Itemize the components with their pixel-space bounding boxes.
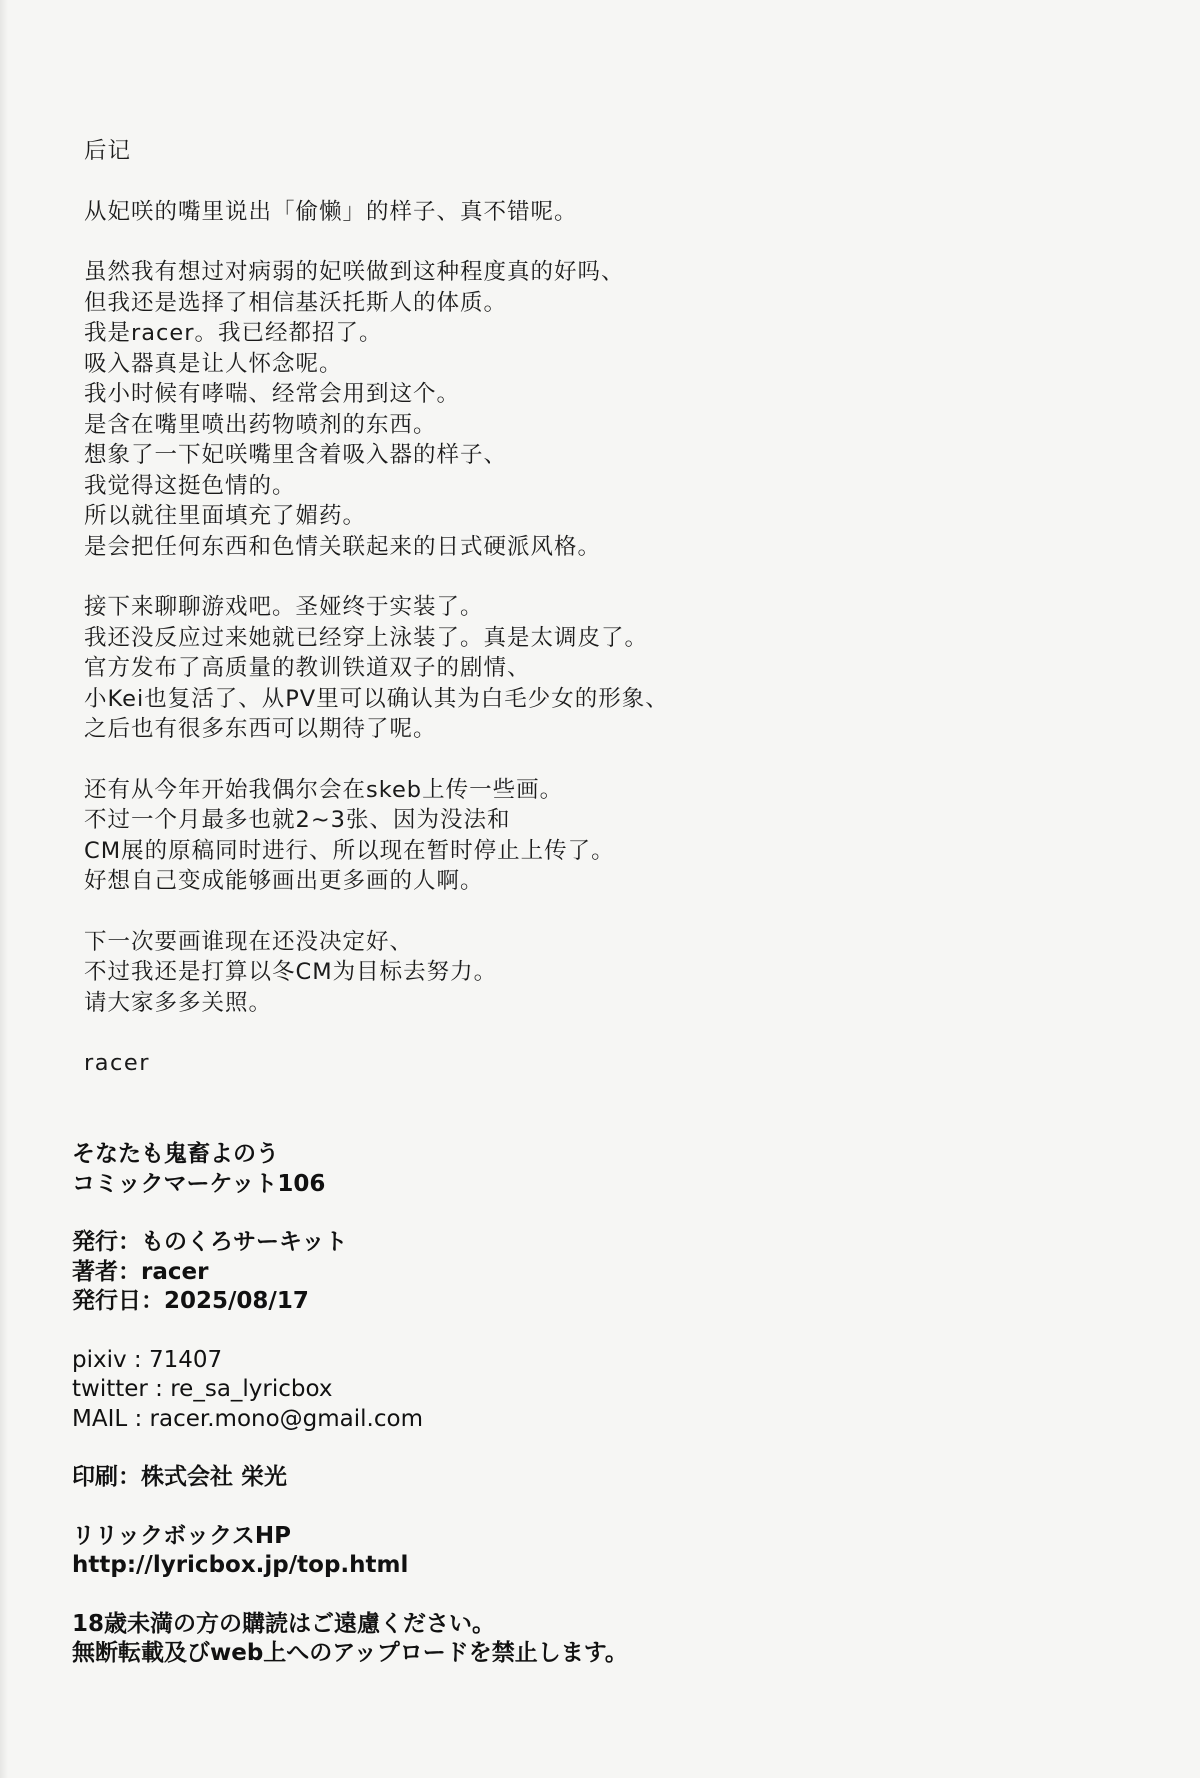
afterword-line: 但我还是选择了相信基沃托斯人的体质。	[84, 289, 508, 316]
event-name: コミックマーケット106	[72, 1170, 326, 1197]
afterword-line: 我小时候有哮喘、经常会用到这个。	[84, 381, 461, 407]
afterword-line: 吸入器真是让人怀念呢。	[84, 350, 343, 377]
afterword-line: 请大家多多关照。	[84, 989, 273, 1016]
afterword-paragraph-2	[84, 257, 1084, 562]
book-title: そなたも鬼畜よのう	[72, 1141, 279, 1167]
age-notice: 18歳未満の方の購読はご遠慮ください。	[72, 1610, 496, 1637]
afterword-line: 还有从今年开始我偶尔会在skeb上传一些画。	[84, 776, 564, 803]
afterword-line: 接下来聊聊游戏吧。圣娅终于实装了。	[84, 594, 484, 620]
author-line: 著者：racer	[72, 1258, 209, 1285]
afterword-line: 我是racer。我已经都招了。	[84, 320, 383, 346]
afterword-line: 是含在嘴里喷出药物喷剂的东西。	[84, 411, 437, 438]
afterword-line: 官方发布了高质量的教训铁道双子的剧情、	[84, 655, 531, 681]
colophon-contact-block	[72, 1346, 1072, 1435]
afterword-line: 所以就往里面填充了媚药。	[84, 503, 367, 529]
afterword-paragraph-4	[84, 775, 1084, 897]
colophon-title-block	[72, 1140, 1072, 1199]
afterword-line: 我还没反应过来她就已经穿上泳装了。真是太调皮了。	[84, 624, 649, 651]
afterword-paragraph-1	[84, 197, 1084, 228]
colophon-homepage-block	[72, 1522, 1072, 1581]
afterword-line: 好想自己变成能够画出更多画的人啊。	[84, 868, 484, 894]
afterword-line: CM展的原稿同时进行、所以现在暂时停止上传了。	[84, 837, 615, 864]
reprint-notice: 無断転載及びweb上へのアップロードを禁止します。	[72, 1640, 628, 1666]
afterword-paragraph-3	[84, 592, 1084, 745]
afterword-line: 小Kei也复活了、从PV里可以确认其为白毛少女的形象、	[84, 685, 669, 712]
page-edge-shadow	[0, 0, 8, 1778]
afterword-line: 不过我还是打算以冬CM为目标去努力。	[84, 959, 498, 985]
afterword-line: 想象了一下妃咲嘴里含着吸入器的样子、	[84, 442, 508, 468]
pixiv-line: pixiv : 71407	[72, 1346, 223, 1373]
homepage-label: リリックボックスHP	[72, 1522, 291, 1549]
publish-date-line: 発行日：2025/08/17	[72, 1288, 309, 1314]
twitter-line: twitter : re_sa_lyricbox	[72, 1376, 333, 1402]
afterword-line: 是会把任何东西和色情关联起来的日式硬派风格。	[84, 533, 602, 560]
afterword-title: 后记	[84, 138, 132, 164]
afterword-signature: racer	[84, 1050, 151, 1076]
colophon-section	[72, 1140, 1072, 1669]
afterword-line: 虽然我有想过对病弱的妃咲做到这种程度真的好吗、	[84, 259, 625, 285]
afterword-line: 下一次要画谁现在还没决定好、	[84, 928, 414, 955]
printer-line: 印刷：株式会社 栄光	[72, 1464, 288, 1490]
afterword-line: 我觉得这挺色情的。	[84, 472, 296, 499]
afterword-line: 不过一个月最多也就2~3张、因为没法和	[84, 807, 511, 833]
colophon-publication-block	[72, 1228, 1072, 1317]
publisher-line: 発行：ものくろサーキット	[72, 1229, 348, 1255]
mail-line: MAIL : racer.mono@gmail.com	[72, 1405, 423, 1432]
colophon-notice-block	[72, 1610, 1072, 1669]
afterword-line: 之后也有很多东西可以期待了呢。	[84, 716, 437, 742]
afterword-line: 从妃咲的嘴里说出「偷懒」的样子、真不错呢。	[84, 198, 578, 225]
afterword-paragraph-5	[84, 927, 1084, 1019]
afterword-section	[84, 118, 1084, 1079]
colophon-printer-block	[72, 1463, 1072, 1493]
homepage-url: http://lyricbox.jp/top.html	[72, 1552, 409, 1578]
